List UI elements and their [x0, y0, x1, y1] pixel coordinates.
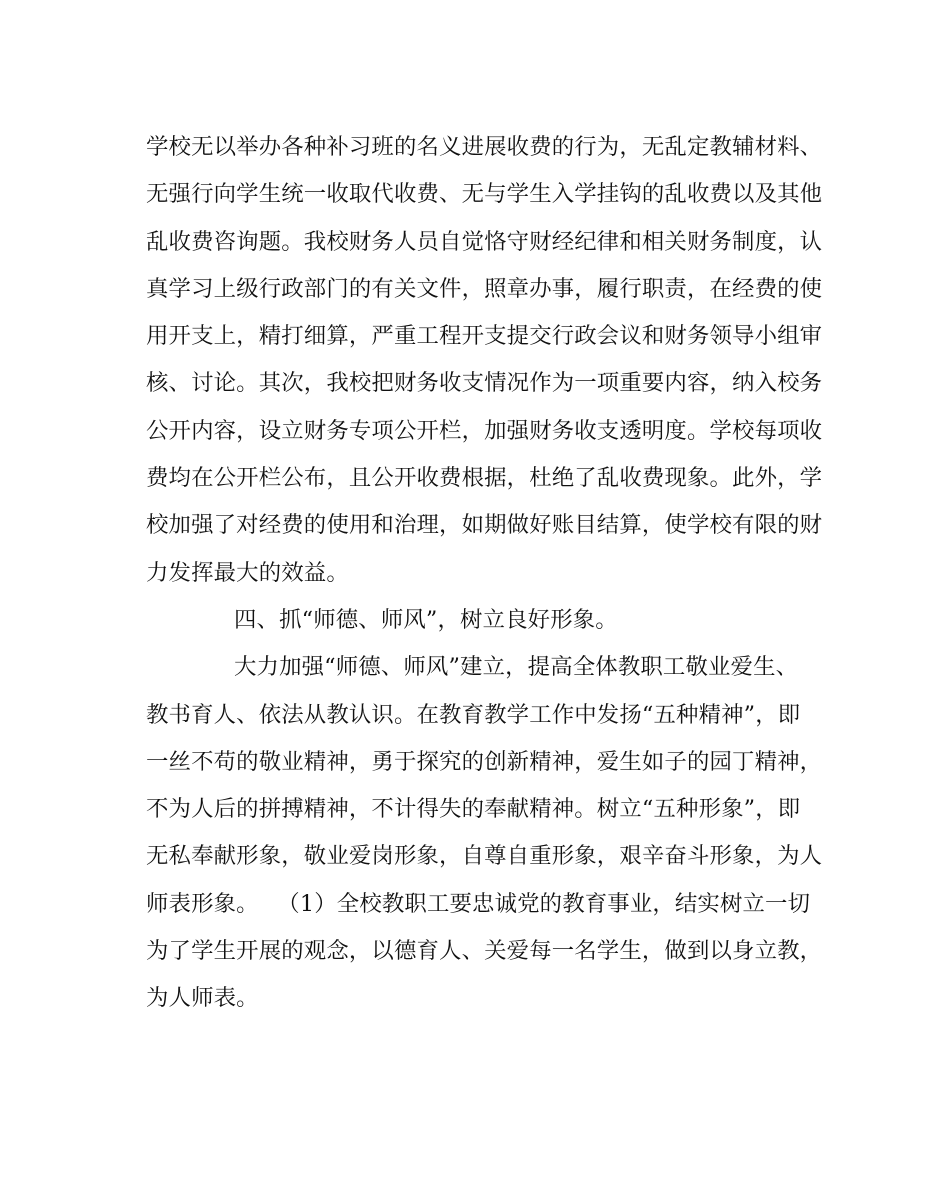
paragraph-line: 乱收费咨询题。我校财务人员自觉恪守财经纪律和相关财务制度，认: [146, 228, 823, 255]
paragraph-line: 教书育人、依法从教认识。在教育教学工作中发扬“五种精神”，即: [146, 701, 801, 728]
paragraph-line: 学校无以举办各种补习班的名义进展收费的行为，无乱定教辅材料、: [146, 134, 823, 160]
paragraph-line: 不为人后的拼搏精神，不计得失的奉献精神。树立“五种形象”，即: [146, 796, 801, 823]
paragraph-line: 一丝不苟的敬业精神，勇于探究的创新精神，爱生如子的园丁精神，: [146, 748, 823, 775]
section-heading: 四、抓“师德、师风”，树立良好形象。: [234, 606, 618, 633]
paragraph-line: 无私奉献形象，敬业爱岗形象，自尊自重形象，艰辛奋斗形象，为人: [146, 843, 823, 870]
paragraph-line: 无强行向学生统一收取代收费、无与学生入学挂钩的乱收费以及其他: [146, 181, 823, 208]
paragraph-line: 校加强了对经费的使用和治理，如期做好账目结算，使学校有限的财: [146, 512, 823, 539]
paragraph-line: 为了学生开展的观念，以德育人、关爱每一名学生，做到以身立教，: [146, 938, 823, 965]
paragraph-line: 大力加强“师德、师风”建立，提高全体教职工敬业爱生、: [234, 654, 799, 681]
paragraph-line: 用开支上，精打细算，严重工程开支提交行政会议和财务领导小组审: [146, 323, 823, 350]
paragraph-line: 核、讨论。其次，我校把财务收支情况作为一项重要内容，纳入校务: [146, 370, 823, 397]
paragraph-line: 力发挥最大的效益。: [146, 559, 349, 586]
document-body: [146, 124, 823, 1023]
paragraph-line: 为人师表。: [146, 985, 259, 1012]
paragraph-line: 费均在公开栏公布，且公开收费根据，杜绝了乱收费现象。此外，学: [146, 465, 823, 492]
paragraph-line: 师表形象。 （1）全校教职工要忠诚党的教育事业，结实树立一切: [146, 890, 811, 917]
paragraph-line: 公开内容，设立财务专项公开栏，加强财务收支透明度。学校每项收: [146, 417, 823, 444]
paragraph-line: 真学习上级行政部门的有关文件，照章办事，履行职责，在经费的使: [146, 275, 823, 302]
